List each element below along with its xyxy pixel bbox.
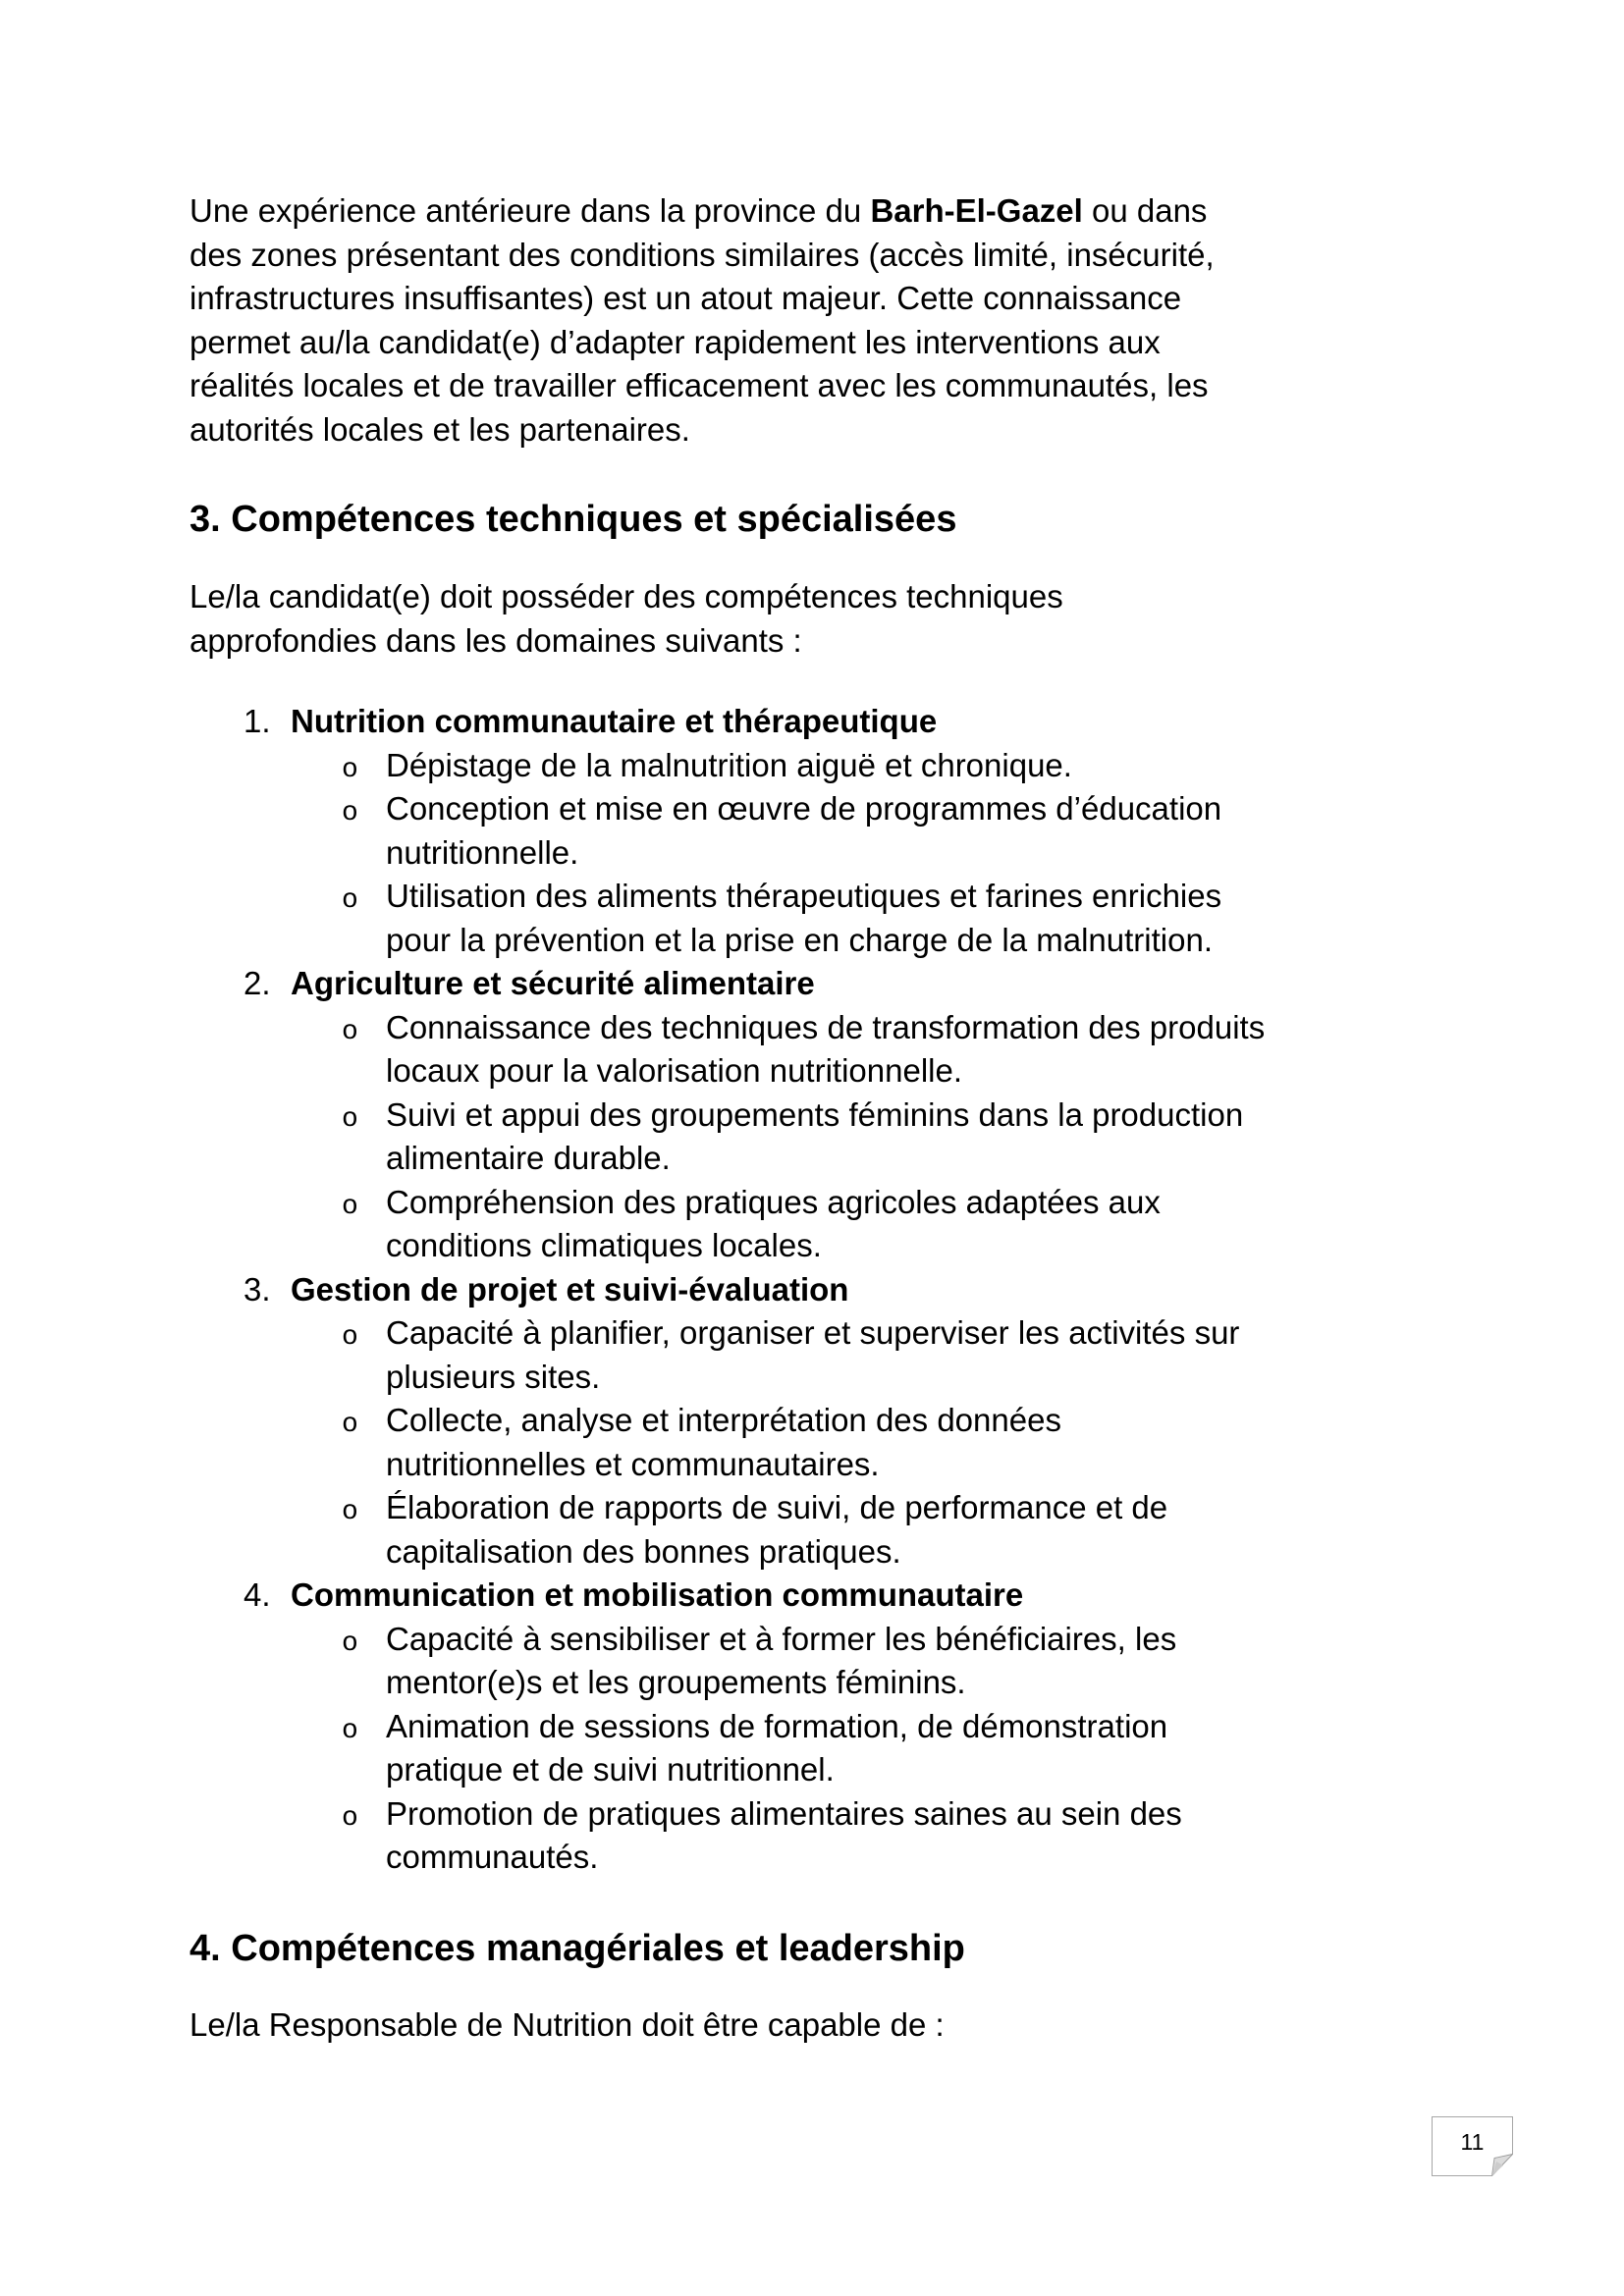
text-line: infrastructures insuffisantes) est un atout majeur. Cette connaissance — [189, 280, 1182, 316]
bullet-text — [386, 1006, 1506, 1094]
text-line: réalités locales et de travailler efficacement avec les communautés, les — [189, 367, 1209, 403]
text-line: Capacité à sensibiliser et à former les bénéficiaires, les — [386, 1620, 1177, 1657]
bullet-marker-icon: o — [342, 1410, 358, 1440]
bullet-item — [189, 1792, 1506, 1880]
bullet-item — [189, 1181, 1506, 1268]
item-title: Agriculture et sécurité alimentaire — [291, 965, 815, 1001]
text-line — [189, 189, 1506, 234]
bullet-marker-icon: o — [342, 1628, 358, 1659]
bullet-text — [386, 1311, 1506, 1399]
list-item — [189, 1268, 1506, 1575]
item-title: Nutrition communautaire et thérapeutique — [291, 703, 938, 739]
text-line: Élaboration de rapports de suivi, de performance et de — [386, 1489, 1168, 1525]
bullet-item — [189, 1094, 1506, 1181]
bullet-text — [386, 1399, 1506, 1486]
bullet-marker-icon: o — [342, 1497, 358, 1527]
text-line: Animation de sessions de formation, de démonstration — [386, 1707, 1168, 1744]
text-line: communautés. — [386, 1839, 599, 1875]
text-line: approfondies dans les domaines suivants : — [189, 621, 802, 659]
item-title-row — [189, 700, 1506, 744]
list-item — [189, 700, 1506, 962]
item-title-row — [189, 1268, 1506, 1312]
text-line: Collecte, analyse et interprétation des données — [386, 1402, 1061, 1438]
bullet-item — [189, 787, 1506, 875]
bullet-text — [386, 1618, 1506, 1705]
competency-list — [189, 700, 1506, 1880]
text-line: pratique et de suivi nutritionnel. — [386, 1751, 835, 1788]
text-segment: ou dans — [1082, 192, 1208, 229]
bullet-marker-icon: o — [342, 798, 358, 828]
bullet-text — [386, 787, 1506, 875]
bullet-marker-icon: o — [342, 1802, 358, 1834]
bullet-item — [189, 1618, 1506, 1705]
text-line: mentor(e)s et les groupements féminins. — [386, 1664, 966, 1700]
text-line: permet au/la candidat(e) d’adapter rapidement les interventions aux — [189, 323, 1161, 360]
bullet-text — [386, 1181, 1506, 1268]
text-line: pour la prévention et la prise en charge de la malnutrition. — [386, 921, 1213, 958]
bullet-text — [386, 1094, 1506, 1181]
item-title: Communication et mobilisation communautaire — [291, 1576, 1024, 1613]
text-line: Suivi et appui des groupements féminins dans la production — [386, 1095, 1244, 1133]
bullet-marker-icon: o — [342, 754, 358, 785]
text-line: autorités locales et les partenaires. — [189, 410, 690, 448]
bullet-item — [189, 1486, 1506, 1574]
bullet-marker-icon: o — [342, 1191, 358, 1222]
paragraph — [189, 189, 1506, 452]
bullet-item — [189, 1399, 1506, 1486]
bullet-item — [189, 1006, 1506, 1094]
item-number: 1. — [244, 703, 271, 739]
list-item — [189, 962, 1506, 1268]
section-heading: 4. Compétences managériales et leadership — [189, 1927, 965, 1969]
item-title-row — [189, 1574, 1506, 1618]
text-line: Compréhension des pratiques agricoles adaptées aux — [386, 1183, 1161, 1220]
bullet-item — [189, 1705, 1506, 1792]
list-item — [189, 1574, 1506, 1880]
bold-text: Barh-El-Gazel — [870, 192, 1083, 229]
paragraph — [189, 575, 1506, 663]
text-line: capitalisation des bonnes pratiques. — [386, 1532, 901, 1570]
paragraph — [189, 2003, 1506, 2048]
page-number-badge — [1432, 2116, 1513, 2176]
bullet-text — [386, 1792, 1506, 1880]
text-line: Capacité à planifier, organiser et superviser les activités sur — [386, 1314, 1240, 1351]
text-line: Connaissance des techniques de transformation des produits — [386, 1008, 1266, 1045]
page-number: 11 — [1460, 2129, 1485, 2155]
section-heading: 3. Compétences techniques et spécialisées — [189, 499, 957, 540]
bullet-text — [386, 875, 1506, 962]
text-line: Promotion de pratiques alimentaires saines au sein des — [386, 1794, 1182, 1832]
bullet-text — [386, 1705, 1506, 1792]
bullet-item — [189, 1311, 1506, 1399]
bullet-text — [386, 744, 1506, 788]
text-line: Conception et mise en œuvre de programmes d’éducation — [386, 790, 1222, 827]
item-title: Gestion de projet et suivi-évaluation — [291, 1270, 849, 1308]
bullet-item — [189, 744, 1506, 788]
text-line: plusieurs sites. — [386, 1358, 601, 1395]
item-title-row — [189, 962, 1506, 1006]
text-line: Le/la candidat(e) doit posséder des compétences techniques — [189, 578, 1063, 614]
text-line: conditions climatiques locales. — [386, 1227, 822, 1263]
text-line: nutritionnelle. — [386, 833, 579, 871]
bullet-item — [189, 875, 1506, 962]
bullet-marker-icon: o — [342, 885, 358, 916]
bullet-marker-icon: o — [342, 1322, 358, 1353]
document-content — [189, 189, 1506, 2047]
text-line: des zones présentant des conditions similaires (accès limité, insécurité, — [189, 236, 1215, 273]
text-line: Utilisation des aliments thérapeutiques et farines enrichies — [386, 878, 1222, 914]
bullet-text — [386, 1486, 1506, 1574]
bullet-marker-icon: o — [342, 1016, 358, 1047]
bullet-marker-icon: o — [342, 1715, 358, 1746]
item-number: 2. — [244, 965, 271, 1001]
bullet-marker-icon: o — [342, 1103, 358, 1135]
text-line: alimentaire durable. — [386, 1140, 671, 1176]
item-number: 3. — [244, 1270, 271, 1308]
text-line: Le/la Responsable de Nutrition doit être capable de : — [189, 2005, 945, 2043]
text-line: nutritionnelles et communautaires. — [386, 1445, 880, 1482]
text-line: Dépistage de la malnutrition aiguë et chronique. — [386, 746, 1072, 783]
text-segment: Une expérience antérieure dans la province du — [189, 192, 871, 229]
item-number: 4. — [244, 1576, 271, 1613]
text-line: locaux pour la valorisation nutritionnelle. — [386, 1052, 963, 1089]
